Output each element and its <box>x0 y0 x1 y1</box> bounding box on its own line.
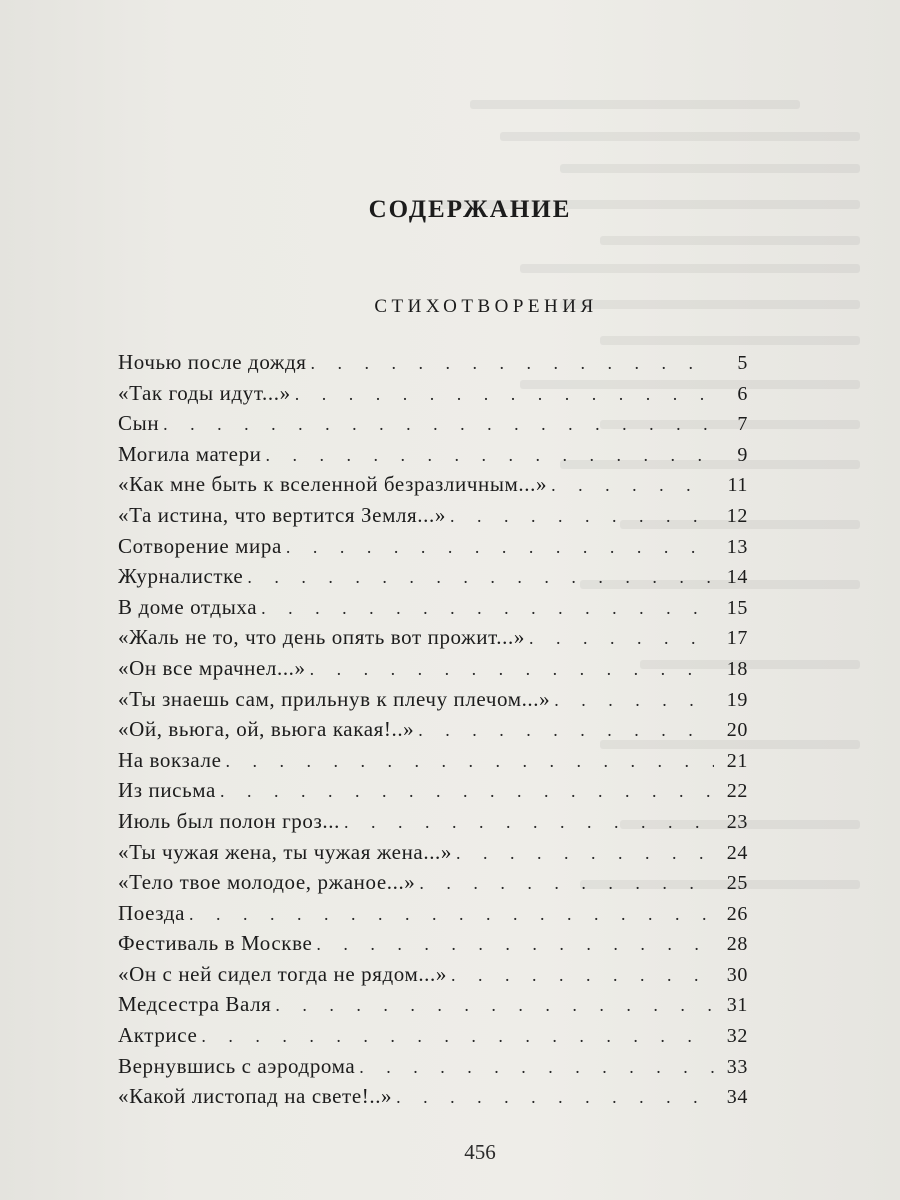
toc-entry <box>118 870 748 901</box>
dot-leader <box>163 414 714 435</box>
toc-entry <box>118 534 748 565</box>
toc-entry <box>118 809 748 840</box>
toc-entry <box>118 656 748 687</box>
toc-entry-title: Могила матери <box>118 441 262 466</box>
toc-entry <box>118 962 748 993</box>
dot-leader <box>266 445 714 466</box>
toc-entry <box>118 472 748 503</box>
toc-entry-page: 5 <box>737 352 748 374</box>
dot-leader <box>261 598 714 619</box>
dot-leader <box>226 751 714 772</box>
toc-entry-page: 7 <box>737 413 748 436</box>
toc-entry-page: 31 <box>726 994 748 1017</box>
toc-entry-page: 30 <box>726 963 748 986</box>
toc-entry <box>118 381 748 412</box>
dot-leader <box>316 934 714 955</box>
toc-entry-page: 19 <box>726 688 748 711</box>
dot-leader <box>529 628 714 649</box>
toc-entry <box>118 778 748 809</box>
toc-entry <box>118 625 748 656</box>
toc-entry-title: «Та истина, что вертится Земля...» <box>118 502 446 527</box>
toc-entry-page: 23 <box>726 810 748 833</box>
toc-entry-page: 25 <box>726 872 748 895</box>
dot-leader <box>419 873 714 894</box>
dot-leader <box>396 1087 714 1108</box>
toc-entry-title: Июль был полон гроз... <box>118 808 340 833</box>
toc-entry-page: 9 <box>737 443 748 466</box>
toc-entry-title: «Тело твое молодое, ржаное...» <box>118 870 416 895</box>
toc-entry-title: Из письма <box>118 778 216 803</box>
toc-entry-title: «Он с ней сидел тогда не рядом...» <box>118 961 447 986</box>
toc-entry-page: 32 <box>726 1025 748 1048</box>
toc-entry-page: 12 <box>726 504 748 527</box>
dot-leader <box>554 690 714 711</box>
dot-leader <box>450 506 714 527</box>
dot-leader <box>201 1026 714 1047</box>
toc-entry-page: 20 <box>726 719 748 742</box>
toc-entry-title: «Какой листопад на свете!..» <box>118 1084 393 1109</box>
toc-entry <box>118 717 748 748</box>
toc-entry-title: Сын <box>118 411 160 436</box>
toc-entry-page: 13 <box>726 535 748 558</box>
toc-entry-title: «Ты чужая жена, ты чужая жена...» <box>118 839 452 864</box>
toc-entry-title: Поезда <box>118 900 186 925</box>
toc-entry-title: «Он все мрачнел...» <box>118 655 306 680</box>
dot-leader <box>310 659 714 680</box>
toc-entry-title: Вернувшись с аэродрома <box>118 1053 356 1078</box>
toc-entry-page: 34 <box>726 1086 748 1109</box>
page-number: 456 <box>464 1140 496 1164</box>
toc-entry-title: Сотворение мира <box>118 533 282 558</box>
dot-leader <box>286 537 714 558</box>
toc-entry <box>118 931 748 962</box>
toc-entry-page: 17 <box>726 627 748 650</box>
toc-entry-title: Медсестра Валя <box>118 992 272 1017</box>
toc-entry-title: «Так годы идут...» <box>118 380 291 405</box>
toc-entry-title: Ночью после дождя <box>118 350 307 374</box>
toc-entry-page: 28 <box>726 933 748 956</box>
toc-entry <box>118 901 748 932</box>
toc-entry-page: 14 <box>726 566 748 589</box>
toc-entry-page: 15 <box>726 596 748 619</box>
toc-entry-page: 6 <box>737 382 748 405</box>
dot-leader <box>418 720 714 741</box>
dot-leader <box>344 812 714 833</box>
toc-entry <box>118 1054 748 1085</box>
dot-leader <box>275 995 714 1016</box>
toc-entry-title: «Ты знаешь сам, прильнув к плечу плечом...» <box>118 686 551 711</box>
toc-entry-title: «Как мне быть к вселенной безразличным...» <box>118 472 548 497</box>
toc-entry <box>118 595 748 626</box>
dot-leader <box>189 904 714 925</box>
toc-entry-title: Фестиваль в Москве <box>118 931 313 956</box>
toc-entry-title: «Ой, вьюга, ой, вьюга какая!..» <box>118 717 415 742</box>
dot-leader <box>311 353 714 374</box>
dot-leader <box>247 567 714 588</box>
toc-entry <box>118 350 748 381</box>
dot-leader <box>295 384 714 405</box>
toc-entry <box>118 564 748 595</box>
toc-entry <box>118 992 748 1023</box>
toc-entry-title: Журналистке <box>118 564 244 589</box>
page-title: СОДЕРЖАНИЕ <box>368 196 572 223</box>
toc-entry-page: 18 <box>726 657 748 680</box>
dot-leader <box>551 475 714 496</box>
toc-entry <box>118 840 748 871</box>
toc-entry <box>118 503 748 534</box>
toc-entry-title: «Жаль не то, что день опять вот прожит...» <box>118 625 525 650</box>
section-title: СТИХОТВОРЕНИЯ <box>374 296 598 317</box>
dot-leader <box>220 781 714 802</box>
toc-entry-title: Актрисе <box>118 1023 198 1048</box>
toc-entry <box>118 411 748 442</box>
toc-entry <box>118 687 748 718</box>
toc-entry-page: 11 <box>727 474 748 497</box>
dot-leader <box>451 965 714 986</box>
dot-leader <box>456 843 714 864</box>
table-of-contents <box>118 350 748 1115</box>
toc-entry <box>118 748 748 779</box>
toc-entry-page: 24 <box>726 841 748 864</box>
toc-entry-page: 33 <box>726 1055 748 1078</box>
toc-entry <box>118 1023 748 1054</box>
toc-entry-page: 22 <box>726 780 748 803</box>
toc-entry <box>118 442 748 473</box>
toc-entry-title: На вокзале <box>118 747 222 772</box>
toc-entry <box>118 1084 748 1115</box>
toc-entry-page: 21 <box>726 749 748 772</box>
toc-entry-title: В доме отдыха <box>118 594 258 619</box>
toc-entry-page: 26 <box>726 902 748 925</box>
dot-leader <box>359 1057 714 1078</box>
